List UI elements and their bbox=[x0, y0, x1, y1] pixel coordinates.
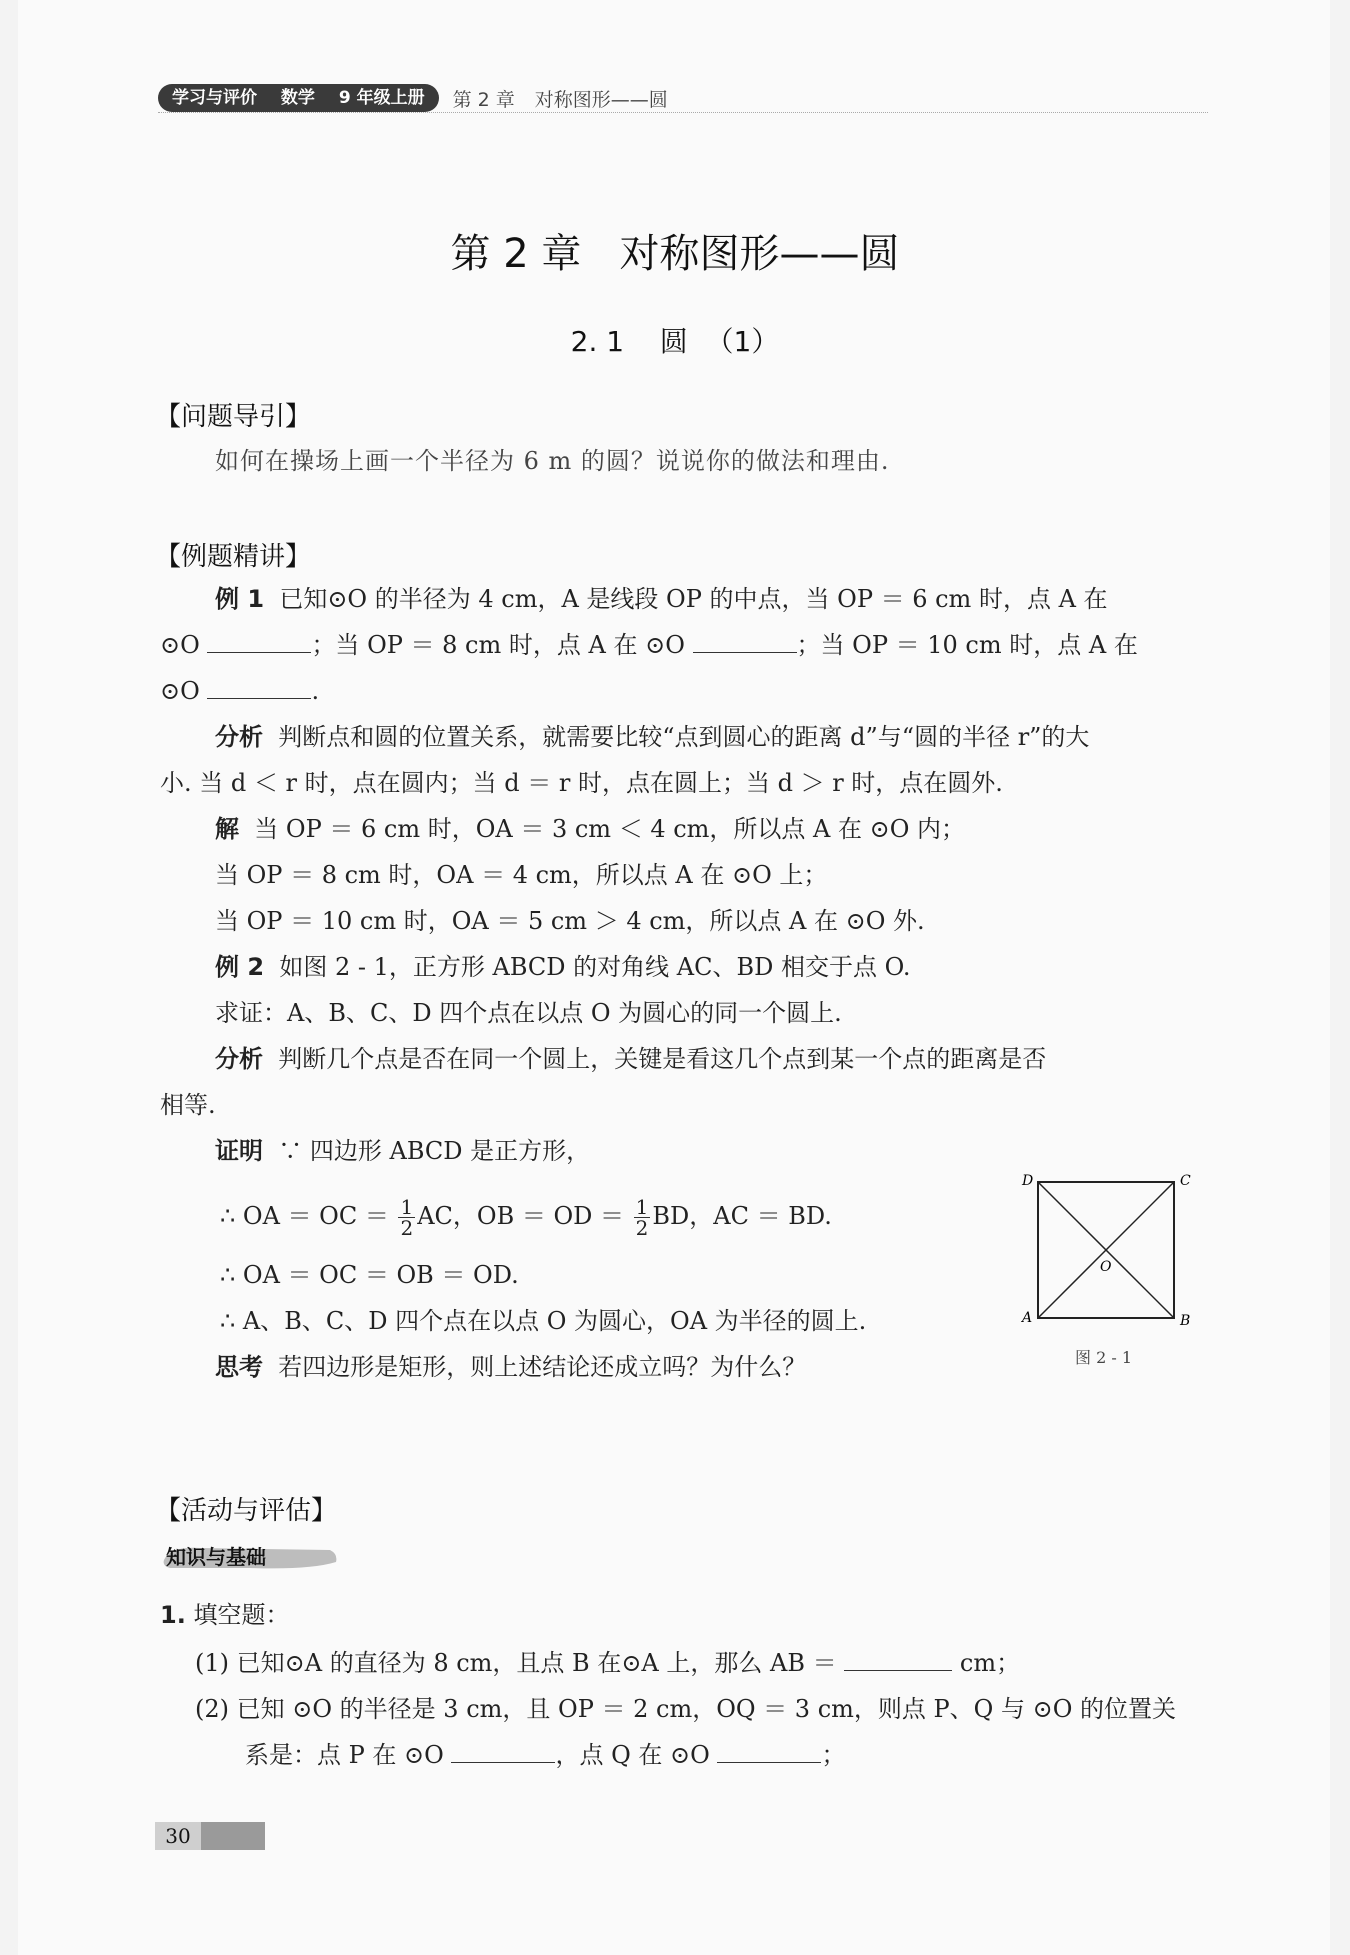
ex2-proof2c: BD，AC ＝ BD. bbox=[652, 1202, 832, 1230]
label-O: O bbox=[1100, 1259, 1112, 1275]
label-C: C bbox=[1180, 1173, 1191, 1189]
header-book-pill bbox=[158, 84, 439, 112]
ex2-proof2a: ∴ OA ＝ OC ＝ bbox=[220, 1202, 389, 1230]
fraction-half bbox=[634, 1197, 651, 1238]
ex1-line3a: ⊙O bbox=[160, 677, 200, 705]
answer-blank[interactable] bbox=[451, 1740, 555, 1763]
ex2-analysis-label: 分析 bbox=[215, 1045, 263, 1073]
exercise-1-heading bbox=[160, 1600, 289, 1630]
label-B: B bbox=[1180, 1313, 1191, 1329]
fraction-half bbox=[398, 1197, 415, 1238]
answer-blank[interactable] bbox=[844, 1648, 952, 1671]
badge-label: 知识与基础 bbox=[166, 1545, 266, 1569]
section-heading-activities: 【活动与评估】 bbox=[155, 1496, 338, 1526]
ex1-line2 bbox=[160, 630, 1138, 660]
answer-blank[interactable] bbox=[207, 630, 311, 653]
ex1-sol2: 当 OP ＝ 8 cm 时，OA ＝ 4 cm，所以点 A 在 ⊙O 上； bbox=[215, 861, 828, 889]
answer-blank[interactable] bbox=[693, 630, 797, 653]
header-chapter bbox=[453, 85, 668, 112]
ex2-proof-line1 bbox=[215, 1136, 590, 1166]
answer-blank[interactable] bbox=[207, 676, 311, 699]
page-number-tab bbox=[155, 1822, 265, 1850]
ex2-analysis1: 判断几个点是否在同一个圆上，关键是看这几个点到某一个点的距离是否 bbox=[278, 1045, 1047, 1073]
ex1-analysis-label: 分析 bbox=[215, 723, 263, 751]
ex1-solution-label: 解 bbox=[215, 815, 239, 843]
running-header bbox=[158, 84, 1208, 113]
ex1-line2b: ；当 OP ＝ 8 cm 时，点 A 在 ⊙O bbox=[311, 631, 685, 659]
ex1-line2c: ；当 OP ＝ 10 cm 时，点 A 在 bbox=[796, 631, 1138, 659]
ex2-proof-line2 bbox=[220, 1192, 832, 1240]
ex1-line1-text: 已知⊙O 的半径为 4 cm，A 是线段 OP 的中点，当 OP ＝ 6 cm 时，点 A 在 bbox=[279, 585, 1108, 613]
exercise-q1b: cm； bbox=[959, 1649, 1021, 1677]
exercise-q1 bbox=[195, 1648, 1020, 1678]
ex1-label: 例 1 bbox=[215, 585, 265, 613]
ex1-sol3: 当 OP ＝ 10 cm 时，OA ＝ 5 cm ＞ 4 cm，所以点 A 在 ⊙O 外. bbox=[215, 907, 925, 935]
ex1-sol1: 当 OP ＝ 6 cm 时，OA ＝ 3 cm ＜ 4 cm，所以点 A 在 ⊙O 内； bbox=[254, 815, 966, 843]
page-number: 30 bbox=[155, 1822, 201, 1850]
exercise-number: 1. bbox=[160, 1601, 186, 1629]
ex2-proof1: ∵ 四边形 ABCD 是正方形， bbox=[278, 1137, 591, 1165]
ex2-analysis2: 相等. bbox=[160, 1091, 216, 1119]
ex2-think: 若四边形是矩形，则上述结论还成立吗？为什么？ bbox=[278, 1353, 807, 1381]
ex1-analysis-line1 bbox=[215, 722, 1089, 752]
intro-text: 如何在操场上画一个半径为 6 m 的圆？说说你的做法和理由. bbox=[215, 447, 890, 475]
header-chapter-number: 第 2 章 bbox=[452, 88, 515, 111]
header-subject: 数学 bbox=[280, 88, 315, 108]
answer-blank[interactable] bbox=[717, 1740, 821, 1763]
exercise-label: 填空题： bbox=[193, 1601, 290, 1629]
label-A: A bbox=[1022, 1310, 1033, 1326]
ex2-analysis-line1 bbox=[215, 1044, 1046, 1074]
exercise-q2d: ； bbox=[821, 1741, 846, 1769]
ex2-proof2b: AC，OB ＝ OD ＝ bbox=[417, 1202, 625, 1230]
fraction-denominator: 2 bbox=[635, 1216, 649, 1240]
section-heading-examples: 【例题精讲】 bbox=[155, 542, 312, 572]
exercise-q1a: (1) 已知⊙A 的直径为 8 cm，且点 B 在⊙A 上，那么 AB ＝ bbox=[195, 1649, 837, 1677]
knowledge-badge bbox=[160, 1540, 340, 1572]
fraction-denominator: 2 bbox=[400, 1216, 414, 1240]
header-grade: 9 年级上册 bbox=[338, 88, 425, 108]
fraction-numerator: 1 bbox=[635, 1195, 649, 1219]
ex1-line2a: ⊙O bbox=[160, 631, 200, 659]
ex2-line1-text: 如图 2 - 1，正方形 ABCD 的对角线 AC、BD 相交于点 O. bbox=[279, 953, 911, 981]
chapter-title: 第 2 章 对称图形——圆 bbox=[450, 231, 900, 277]
ex2-line2: 求证：A、B、C、D 四个点在以点 O 为圆心的同一个圆上. bbox=[215, 999, 842, 1027]
exercise-q2c: ，点 Q 在 ⊙O bbox=[555, 1741, 710, 1769]
label-D: D bbox=[1022, 1173, 1034, 1189]
ex1-analysis2: 小. 当 d ＜ r 时，点在圆内；当 d ＝ r 时，点在圆上；当 d ＞ r 时，点在圆外. bbox=[160, 769, 1003, 797]
exercise-q2b: 系是：点 P 在 ⊙O bbox=[245, 1741, 444, 1769]
ex2-label: 例 2 bbox=[215, 953, 265, 981]
header-book: 学习与评价 bbox=[172, 88, 257, 108]
section-title: 2. 1 圆 （1） bbox=[570, 325, 780, 358]
ex2-proof4: ∴ A、B、C、D 四个点在以点 O 为圆心，OA 为半径的圆上. bbox=[220, 1307, 867, 1335]
ex1-line1 bbox=[215, 584, 1108, 614]
ex1-line3b: . bbox=[311, 677, 320, 705]
fraction-numerator: 1 bbox=[400, 1195, 414, 1219]
exercise-q2-line2 bbox=[245, 1740, 845, 1770]
section-heading-intro: 【问题导引】 bbox=[155, 402, 312, 432]
exercise-q2a: (2) 已知 ⊙O 的半径是 3 cm，且 OP ＝ 2 cm，OQ ＝ 3 cm，则点 P、Q 与 ⊙O 的位置关 bbox=[195, 1695, 1177, 1723]
ex1-analysis1: 判断点和圆的位置关系，就需要比较“点到圆心的距离 d”与“圆的半径 r”的大 bbox=[278, 723, 1090, 751]
ex1-line3 bbox=[160, 676, 319, 706]
ex1-solution-line1 bbox=[215, 814, 965, 844]
figure-square-diagonals bbox=[1010, 1165, 1200, 1375]
figure-caption: 图 2 - 1 bbox=[1075, 1348, 1133, 1367]
ex2-proof-label: 证明 bbox=[215, 1137, 263, 1165]
ex2-think-label: 思考 bbox=[215, 1353, 263, 1381]
ex2-think-line bbox=[215, 1352, 806, 1382]
ex2-proof3: ∴ OA ＝ OC ＝ OB ＝ OD. bbox=[220, 1261, 519, 1289]
header-chapter-title: 对称图形——圆 bbox=[534, 88, 668, 111]
ex2-line1 bbox=[215, 952, 911, 982]
